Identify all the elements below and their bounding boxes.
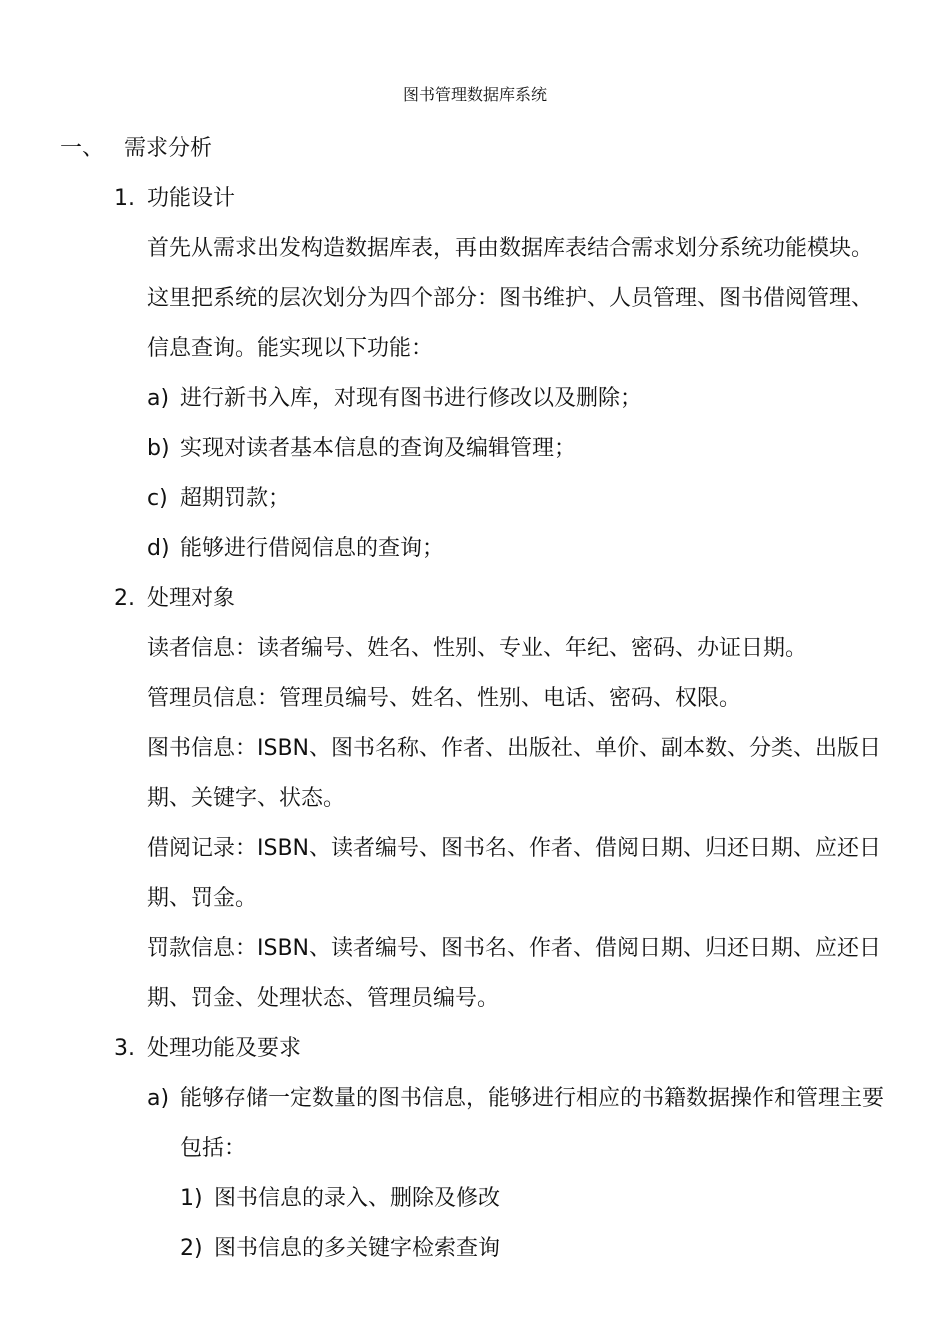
paragraph-line: 期、罚金、处理状态、管理员编号。	[147, 986, 500, 1011]
subsection-number: 2.	[114, 586, 135, 611]
subsection-heading: 处理对象	[147, 586, 236, 611]
subsection-heading: 功能设计	[147, 186, 236, 211]
list-item: 超期罚款；	[180, 486, 291, 511]
list-marker: b)	[147, 436, 170, 461]
subsection-number: 1.	[114, 186, 135, 211]
paragraph-line: 这里把系统的层次划分为四个部分：图书维护、人员管理、图书借阅管理、	[147, 286, 874, 311]
paragraph-line: 期、关键字、状态。	[147, 786, 346, 811]
nested-list-item: 图书信息的录入、删除及修改	[214, 1186, 501, 1211]
section-number: 一、	[60, 136, 105, 161]
nested-list-item: 图书信息的多关键字检索查询	[214, 1236, 501, 1261]
paragraph-line: 管理员信息：管理员编号、姓名、性别、电话、密码、权限。	[147, 686, 742, 711]
list-marker: c)	[147, 486, 168, 511]
paragraph-line: 读者信息：读者编号、姓名、性别、专业、年纪、密码、办证日期。	[147, 636, 808, 661]
paragraph-line: 罚款信息：ISBN、读者编号、图书名、作者、借阅日期、归还日期、应还日	[147, 936, 882, 961]
list-item: 能够进行借阅信息的查询；	[180, 536, 445, 561]
section-heading: 需求分析	[124, 136, 213, 161]
document-title: 图书管理数据库系统	[402, 85, 547, 104]
subsection-heading: 处理功能及要求	[147, 1036, 302, 1061]
list-item-continuation: 包括：	[180, 1136, 247, 1161]
paragraph-line: 借阅记录：ISBN、读者编号、图书名、作者、借阅日期、归还日期、应还日	[147, 836, 882, 861]
list-marker: d)	[147, 536, 170, 561]
list-item: 实现对读者基本信息的查询及编辑管理；	[180, 436, 577, 461]
paragraph-line: 图书信息：ISBN、图书名称、作者、出版社、单价、副本数、分类、出版日	[147, 736, 882, 761]
list-marker: a)	[147, 386, 170, 411]
nested-list-marker: 1)	[180, 1186, 203, 1211]
paragraph-line: 首先从需求出发构造数据库表，再由数据库表结合需求划分系统功能模块。	[147, 236, 874, 261]
nested-list-marker: 2)	[180, 1236, 203, 1261]
list-item: 能够存储一定数量的图书信息，能够进行相应的书籍数据操作和管理主要	[180, 1086, 885, 1111]
list-item: 进行新书入库，对现有图书进行修改以及删除；	[180, 386, 643, 411]
paragraph-line: 期、罚金。	[147, 886, 258, 911]
list-marker: a)	[147, 1086, 170, 1111]
subsection-number: 3.	[114, 1036, 135, 1061]
paragraph-line: 信息查询。能实现以下功能：	[147, 336, 434, 361]
